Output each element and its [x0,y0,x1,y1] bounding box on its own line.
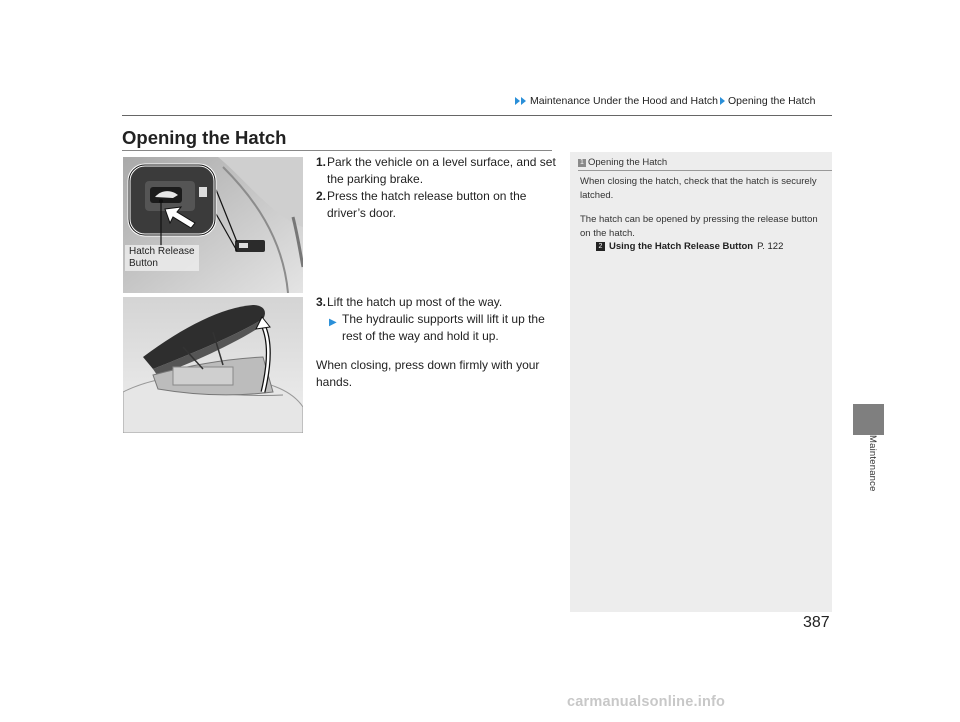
breadcrumb-item[interactable]: Opening the Hatch [727,95,816,107]
step-number: 2. [316,189,327,203]
note-paragraph: The hatch can be opened by pressing the release button on the hatch. [580,214,818,239]
step-number: 1. [316,155,327,169]
xref-page[interactable]: P. 122 [757,241,784,252]
hatch-release-label [125,245,199,271]
step-1 [316,154,556,188]
chevron-right-icon [515,97,520,105]
open-hatch-illustration [123,297,303,433]
step-text: Park the vehicle on a level surface, and set the parking brake. [327,155,556,186]
breadcrumb [515,95,816,107]
arrow-right-icon: ▶ [329,317,337,328]
section-tab-label: Maintenance [867,435,878,492]
header-divider [122,115,832,116]
door-panel-illustration [123,157,303,293]
breadcrumb-item[interactable]: Maintenance Under the Hood and Hatch [530,95,718,107]
cross-reference-link[interactable] [596,241,783,252]
title-divider [122,150,552,151]
label-line: Button [129,258,158,269]
chevron-right-icon [521,97,526,105]
chevron-right-icon [720,97,725,105]
step-number: 3. [316,295,327,309]
note-title-text: Opening the Hatch [588,157,668,168]
reference-icon: 2 [596,242,605,251]
note-paragraph: When closing the hatch, check that the hatch is securely latched. [580,176,817,201]
substep [329,311,559,345]
label-line: Hatch Release [129,246,195,257]
substep-text: The hydraulic supports will lift it up the rest of the way and hold it up. [342,312,545,343]
note-divider [578,170,832,171]
watermark: carmanualsonline.info [567,694,726,710]
section-tab[interactable] [853,404,884,435]
note-title [578,157,667,168]
hatch-release-button-image [123,157,303,293]
page-number: 387 [803,614,830,631]
xref-label[interactable]: Using the Hatch Release Button [609,241,754,252]
step-3 [316,294,556,311]
closing-note: When closing, press down firmly with your hands. [316,358,540,389]
step-text: Lift the hatch up most of the way. [327,295,503,309]
page-title: Opening the Hatch [122,127,287,148]
note-marker-icon: 1 [578,159,586,167]
step-2 [316,188,556,222]
step-text: Press the hatch release button on the driver’s door. [327,189,527,220]
open-hatch-image [123,297,303,433]
